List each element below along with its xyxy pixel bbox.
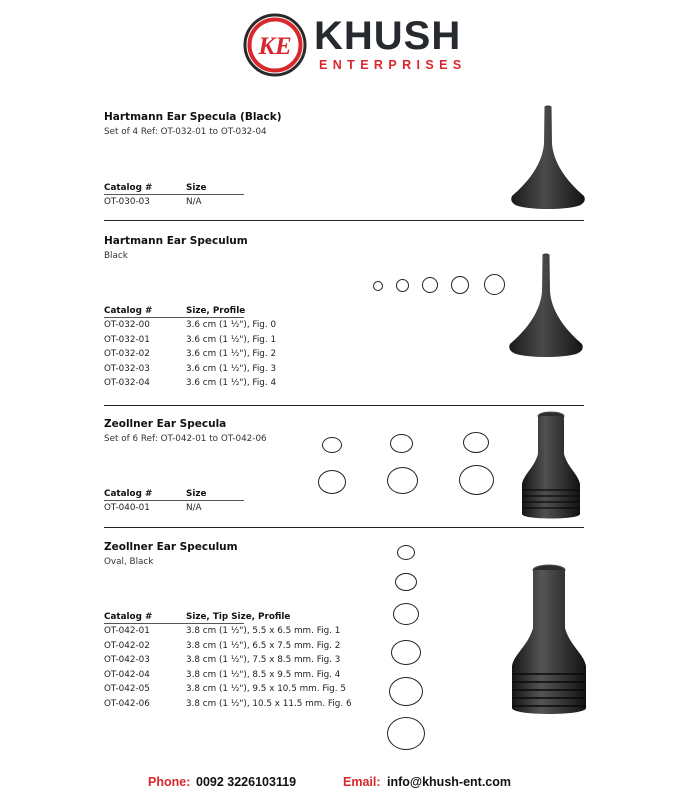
- section-divider: [104, 220, 584, 221]
- tip-profile-fig4: [391, 640, 421, 665]
- section-title: Hartmann Ear Speculum: [104, 235, 248, 247]
- table-divider: [104, 623, 244, 624]
- table-header-catalog: Catalog #: [104, 183, 153, 193]
- section-subtitle: Set of 4 Ref: OT-032-01 to OT-032-04: [104, 127, 267, 137]
- section-subtitle: Oval, Black: [104, 557, 154, 567]
- tip-profile-fig2: [395, 573, 417, 591]
- table-cell-catalog: OT-032-03: [104, 364, 150, 374]
- table-divider: [104, 500, 244, 501]
- logo-emblem: [243, 13, 307, 77]
- table-cell-catalog: OT-040-01: [104, 503, 150, 513]
- table-cell-catalog: OT-032-02: [104, 349, 150, 359]
- product-image-hartmann-specula: [508, 104, 588, 216]
- table-cell-catalog: OT-042-04: [104, 670, 150, 680]
- table-header-size-tip-profile: Size, Tip Size, Profile: [186, 612, 291, 622]
- table-cell-size: 3.8 cm (1 ½"), 9.5 x 10.5 mm. Fig. 5: [186, 684, 346, 694]
- product-image-zeollner-speculum: [508, 562, 590, 724]
- table-cell-catalog: OT-042-02: [104, 641, 150, 651]
- table-cell-size: N/A: [186, 503, 202, 513]
- tip-profile-fig6: [459, 465, 494, 495]
- table-cell-size: 3.6 cm (1 ½"), Fig. 1: [186, 335, 277, 345]
- tip-profile-fig5: [389, 677, 423, 706]
- table-cell-catalog: OT-032-00: [104, 320, 150, 330]
- tip-profile-fig3: [393, 603, 419, 625]
- tip-profile-fig1: [397, 545, 415, 560]
- brand-name: KHUSH: [314, 14, 462, 58]
- table-cell-size: 3.8 cm (1 ½"), 5.5 x 6.5 mm. Fig. 1: [186, 626, 341, 636]
- product-image-zeollner-specula: [518, 410, 584, 526]
- tip-profile-fig6: [387, 717, 425, 750]
- table-cell-size: 3.6 cm (1 ½"), Fig. 2: [186, 349, 277, 359]
- footer-email[interactable]: info@khush-ent.com: [387, 775, 511, 789]
- table-divider: [104, 194, 244, 195]
- table-header-catalog: Catalog #: [104, 612, 153, 622]
- table-header-size: Size: [186, 489, 207, 499]
- tip-profile-fig3: [463, 432, 489, 453]
- section-divider: [104, 405, 584, 406]
- footer-phone-label: Phone:: [148, 775, 191, 789]
- table-cell-size: 3.8 cm (1 ½"), 6.5 x 7.5 mm. Fig. 2: [186, 641, 341, 651]
- tip-profile-fig3: [451, 276, 469, 294]
- table-cell-size: 3.8 cm (1 ½"), 10.5 x 11.5 mm. Fig. 6: [186, 699, 352, 709]
- table-cell-size: 3.6 cm (1 ½"), Fig. 3: [186, 364, 277, 374]
- table-cell-catalog: OT-032-01: [104, 335, 150, 345]
- footer-email-label: Email:: [343, 775, 381, 789]
- product-image-hartmann-speculum: [506, 252, 586, 364]
- tip-profile-fig0: [373, 281, 383, 291]
- table-header-size-profile: Size, Profile: [186, 306, 246, 316]
- table-header-catalog: Catalog #: [104, 306, 153, 316]
- tip-profile-fig4: [318, 470, 346, 494]
- table-cell-catalog: OT-042-01: [104, 626, 150, 636]
- table-cell-catalog: OT-042-06: [104, 699, 150, 709]
- table-divider: [104, 317, 244, 318]
- brand-tagline: ENTERPRISES: [319, 58, 467, 72]
- tip-profile-fig1: [396, 279, 409, 292]
- table-cell-size: 3.6 cm (1 ½"), Fig. 4: [186, 378, 277, 388]
- section-title: Zeollner Ear Speculum: [104, 541, 238, 553]
- table-cell-size: 3.6 cm (1 ½"), Fig. 0: [186, 320, 277, 330]
- table-header-size: Size: [186, 183, 207, 193]
- table-cell-catalog: OT-030-03: [104, 197, 150, 207]
- table-cell-size: N/A: [186, 197, 202, 207]
- table-header-catalog: Catalog #: [104, 489, 153, 499]
- section-subtitle: Set of 6 Ref: OT-042-01 to OT-042-06: [104, 434, 267, 444]
- table-cell-catalog: OT-032-04: [104, 378, 150, 388]
- tip-profile-fig1: [322, 437, 342, 453]
- logo-monogram: KE: [258, 33, 292, 60]
- section-divider: [104, 527, 584, 528]
- section-subtitle: Black: [104, 251, 128, 261]
- footer-phone[interactable]: 0092 3226103119: [196, 775, 297, 789]
- table-cell-catalog: OT-042-05: [104, 684, 150, 694]
- table-cell-catalog: OT-042-03: [104, 655, 150, 665]
- section-title: Zeollner Ear Specula: [104, 418, 227, 430]
- section-title: Hartmann Ear Specula (Black): [104, 111, 282, 123]
- tip-profile-fig2: [422, 277, 438, 293]
- table-cell-size: 3.8 cm (1 ½"), 8.5 x 9.5 mm. Fig. 4: [186, 670, 341, 680]
- table-cell-size: 3.8 cm (1 ½"), 7.5 x 8.5 mm. Fig. 3: [186, 655, 341, 665]
- tip-profile-fig2: [390, 434, 413, 453]
- tip-profile-fig5: [387, 467, 418, 494]
- tip-profile-fig4: [484, 274, 505, 295]
